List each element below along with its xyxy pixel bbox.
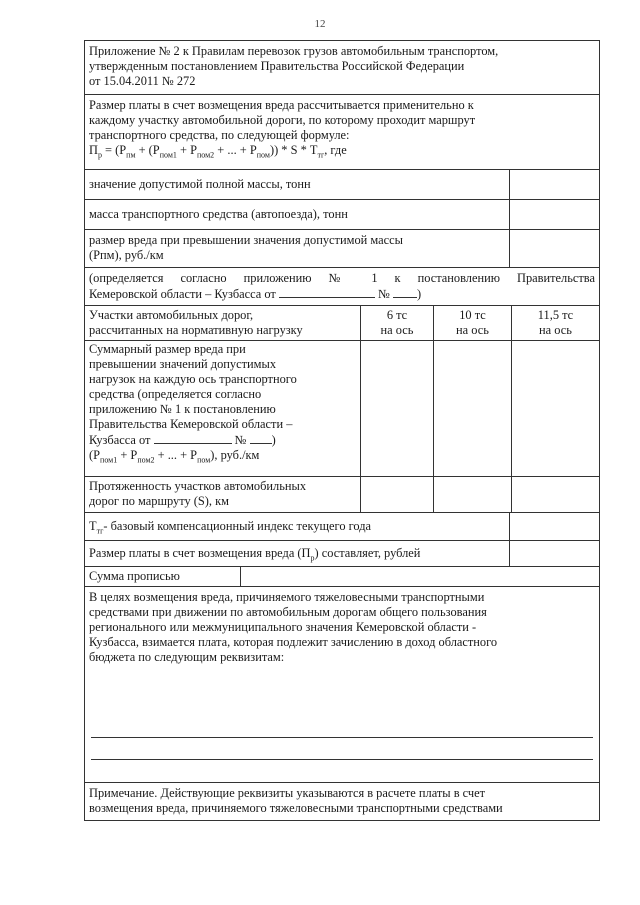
appendix-title — [85, 41, 599, 94]
requisites-line[interactable] — [91, 759, 593, 760]
sections-label-line: Участки автомобильных дорог, — [89, 308, 254, 322]
permitted-mass-row — [85, 169, 599, 199]
length-label: Протяженность участков автомобильных дорог по маршруту (S), км — [85, 477, 361, 512]
harm-size-row — [85, 229, 599, 267]
length-11-5-value[interactable] — [512, 477, 599, 512]
index-label: $Т_{тг}-$ базовый компенсационный индекс текущего года — [85, 513, 510, 540]
decree-date-blank[interactable] — [279, 286, 375, 298]
sections-label-line: рассчитанных на нормативную нагрузку — [89, 323, 303, 337]
total-harm-6-value[interactable] — [361, 341, 434, 476]
permitted-mass-value[interactable] — [510, 170, 599, 199]
sections-header — [85, 305, 599, 340]
calc-intro-line: каждому участку автомобильной дороги, по которому проходит маршрут — [89, 113, 476, 127]
vehicle-mass-row — [85, 199, 599, 229]
axle-11-5-header: 11,5 тс на ось — [537, 308, 574, 337]
total-harm-decree-line: Кузбасса от № ) — [89, 433, 276, 447]
calc-intro — [85, 94, 599, 169]
sum-words-label: Сумма прописью — [85, 567, 241, 586]
sum-words-row — [85, 566, 599, 586]
total-harm-11-5-value[interactable] — [512, 341, 599, 476]
requisites-line[interactable] — [91, 737, 593, 738]
payment-size-row — [85, 540, 599, 566]
determined-note — [85, 267, 599, 305]
total-harm-row — [85, 340, 599, 476]
length-6-value[interactable] — [361, 477, 434, 512]
harm-size-line: размер вреда при превышении значения допустимой массы — [89, 233, 403, 247]
axle-6-header: 6 тс на ось — [361, 306, 434, 340]
calc-intro-line: Размер платы в счет возмещения вреда рассчитывается применительно к — [89, 98, 474, 112]
vehicle-mass-value[interactable] — [510, 200, 599, 229]
harm-size-label — [85, 230, 510, 267]
appendix-title-line: утвержденным постановлением Правительства Российской Федерации — [89, 59, 465, 73]
index-value[interactable] — [510, 513, 599, 540]
sections-label — [85, 306, 361, 340]
appendix-title-line: Приложение № 2 к Правилам перевозок грузов автомобильным транспортом, — [89, 44, 499, 58]
purpose-section: В целях возмещения вреда, причиняемого тяжеловесными транспортными средствами при движении по автомобильным дорогам общего пользования регионального или межмуниципального значения Кемеровской области - Кузбасса, взимается плата, которая подлежит зачислению в доход областного бюджета по следующим реквизитам: — [85, 586, 599, 782]
total-harm-date-blank[interactable] — [154, 432, 232, 444]
vehicle-mass-label: масса транспортного средства (автопоезда), тонн — [85, 200, 510, 229]
length-row — [85, 476, 599, 512]
payment-calculation-form — [84, 40, 600, 821]
harm-size-value[interactable] — [510, 230, 599, 267]
payment-size-label: Размер платы в счет возмещения вреда $(П_р)$ составляет, рублей — [85, 541, 510, 566]
total-harm-number-blank[interactable] — [250, 432, 272, 444]
axle-10-header: 10 тс на ось — [434, 306, 512, 340]
payment-formula: $П_р = (Р_{пм} + (Р_{пом1} + Р_{пом2}$ + ... + $Р_{пом}$)) * S * $Т_{тг}$, где — [89, 143, 347, 160]
determined-line: (определяется согласно приложению № 1 к постановлению Правительства — [89, 271, 595, 285]
calc-intro-line: транспортного средства, по следующей формуле: — [89, 128, 350, 142]
length-10-value[interactable] — [434, 477, 512, 512]
payment-size-value[interactable] — [510, 541, 599, 566]
sum-words-value[interactable] — [241, 567, 599, 586]
permitted-mass-label: значение допустимой полной массы, тонн — [85, 170, 510, 199]
total-harm-label: Суммарный размер вреда при превышении значений допустимых нагрузок на каждую ось транспортного средства (определяется согласно приложению № 1 к постановлению Правительства Кемеровской области – Кузбасса от № ) ($Р_{пом1} + Р_{пом2}$ + ... + $Р_{пом}$), руб./км — [85, 341, 361, 476]
decree-number-blank[interactable] — [393, 286, 417, 298]
index-row — [85, 512, 599, 540]
determined-line: Кемеровской области – Кузбасса от № ) — [89, 287, 422, 301]
appendix-title-line: от 15.04.2011 № 272 — [89, 74, 196, 88]
total-harm-10-value[interactable] — [434, 341, 512, 476]
harm-size-line: (Рпм), руб./км — [89, 248, 164, 262]
note-section: Примечание. Действующие реквизиты указываются в расчете платы в счет возмещения вреда, причиняемого тяжеловесными транспортными средствами — [85, 782, 599, 820]
total-harm-formula: ($Р_{пом1} + Р_{пом2}$ + ... + $Р_{пом}$), руб./км — [89, 448, 260, 465]
page-number: 12 — [314, 18, 326, 30]
